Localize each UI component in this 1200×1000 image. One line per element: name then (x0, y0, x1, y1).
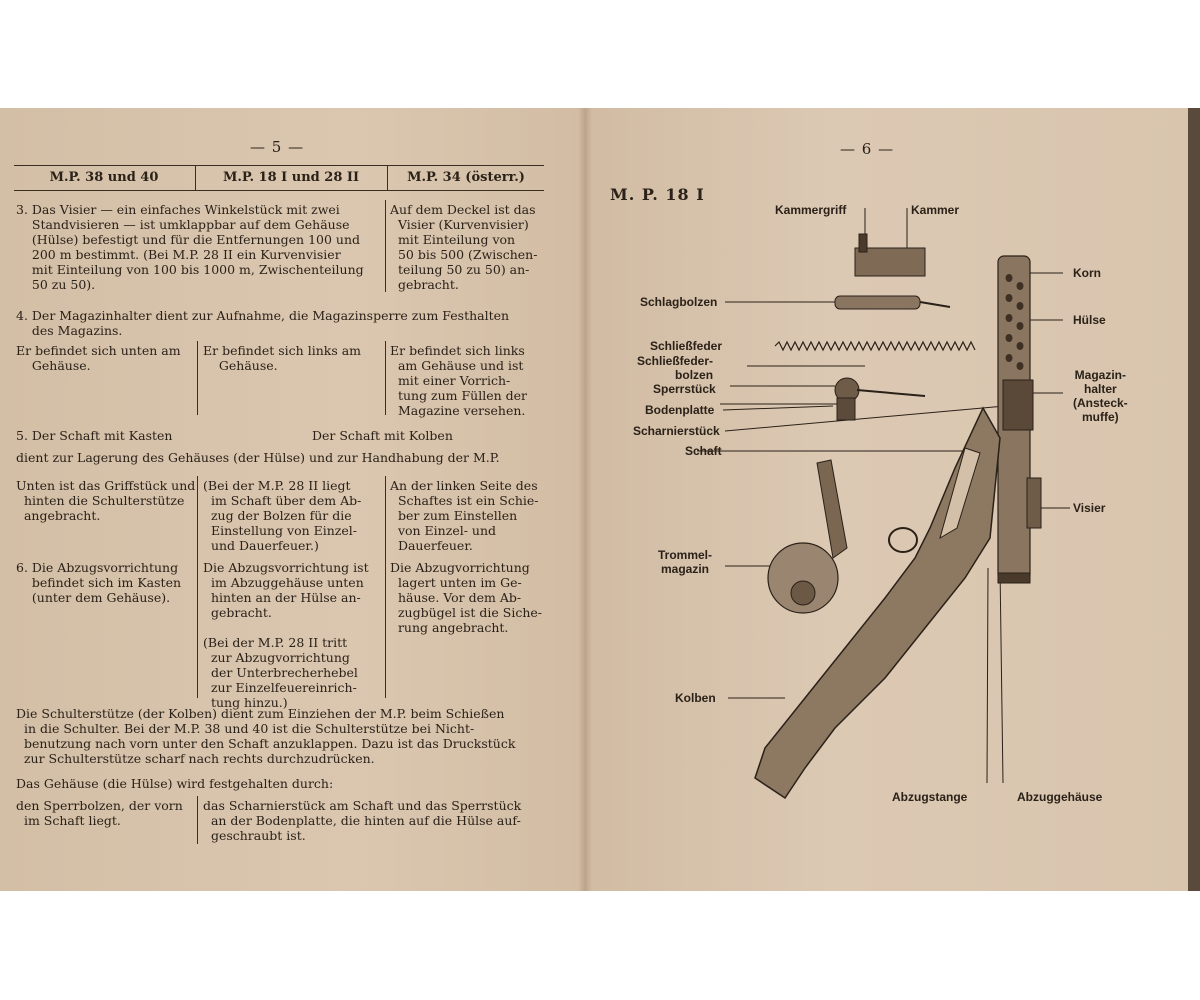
item5-row-col2: (Bei der M.P. 28 II liegt im Schaft über dem Ab- zug der Bolzen für die Einstellung von Einzel- und Dauerfeuer.) (203, 478, 362, 553)
item4-col1: Er befindet sich unten am Gehäuse. (16, 343, 181, 373)
item3-col3: Auf dem Deckel ist das Visier (Kurvenvisier) mit Einteilung von 50 bis 500 (Zwischen- teilung 50 zu 50) an- gebracht. (390, 202, 538, 292)
header-mp38-40: M.P. 38 und 40 (49, 170, 159, 185)
item4-col2: Er befindet sich links am Gehäuse. (203, 343, 362, 373)
drum-magazine-part (768, 460, 847, 613)
item3-col1: 3. Das Visier — ein einfaches Winkelstück mit zwei Standvisieren — ist umklappbar auf dem Gehäuse (Hülse) befestigt und für die Entfernungen 100 und 200 m bestimmt. (Bei M.P. 28 II ein Kurvenvisier mit Einteilung von 100 bis 1000 m, Zwischenteilung 50 zu 50). (16, 202, 364, 292)
shoulder-stock-text: Die Schulterstütze (der Kolben) dient zum Einziehen der M.P. beim Schießen in die Schulter. Bei der M.P. 38 und 40 ist die Schulterstütze bei Nicht- benutzung nach vorn unter den Schaft anzuklappen. Dazu ist das Druckstück zur Schulterstütze scharf nach rechts durchzudrücken. (16, 706, 516, 766)
item5-row-col3: An der linken Seite des Schaftes ist ein Schie- ber zum Einstellen von Einzel- und Dauerfeuer. (390, 478, 539, 553)
label-schliessfederbolzen: Schließfeder- bolzen (637, 354, 714, 382)
item5-col1: 5. Der Schaft mit Kasten (16, 428, 173, 443)
item6-col2: Die Abzugsvorrichtung ist im Abzuggehäuse unten hinten an der Hülse an- gebracht. (Bei der M.P. 28 II tritt zur Abzugvorrichtung der Unterbrecherhebel zur Einzelfeuereinrich- tung hinzu.) (203, 560, 369, 710)
label-trommelmagazin: Trommel- magazin (658, 548, 713, 576)
label-scharnierstueck: Scharnierstück (633, 424, 720, 438)
column-divider (197, 341, 198, 415)
label-magazinhalter: Magazin- halter (Ansteck- muffe) (1073, 368, 1128, 424)
label-abzuggehaeuse: Abzuggehäuse (1017, 790, 1103, 804)
column-divider (197, 796, 198, 844)
label-bodenplatte: Bodenplatte (645, 403, 715, 417)
page-number-right: — 6 — (840, 140, 895, 158)
item5-row-col1: Unten ist das Griffstück und hinten die Schulterstütze angebracht. (16, 478, 196, 523)
label-visier: Visier (1073, 501, 1106, 515)
column-divider (197, 476, 198, 698)
label-korn: Korn (1073, 266, 1101, 280)
label-kolben: Kolben (675, 691, 716, 705)
book-spread (0, 108, 1200, 891)
book-edge (1188, 108, 1200, 891)
item5-col23: Der Schaft mit Kolben (312, 428, 453, 443)
mp18-exploded-diagram (585, 108, 1200, 891)
book-gutter (578, 108, 592, 891)
label-schliessfeder: Schließfeder (650, 339, 723, 353)
column-divider (385, 476, 386, 698)
recoil-spring-part (775, 342, 975, 350)
label-schlagbolzen: Schlagbolzen (640, 295, 718, 309)
item4-col3: Er befindet sich links am Gehäuse und ist mit einer Vorrich- tung zum Füllen der Magazine versehen. (390, 343, 528, 418)
firing-pin-part (835, 296, 950, 309)
column-divider (385, 341, 386, 415)
label-kammergriff: Kammergriff (775, 203, 847, 217)
column-divider (385, 200, 386, 292)
label-schaft: Schaft (685, 444, 722, 458)
label-sperrstueck: Sperrstück (653, 382, 716, 396)
item5-text: dient zur Lagerung des Gehäuses (der Hülse) und zur Handhabung der M.P. (16, 450, 500, 465)
housing-text: Das Gehäuse (die Hülse) wird festgehalten durch: (16, 776, 334, 791)
header-mp18-28: M.P. 18 I und 28 II (222, 170, 360, 185)
label-abzugstange: Abzugstange (892, 790, 968, 804)
page-number-left: — 5 — (250, 138, 305, 156)
comparison-table-header (14, 165, 544, 191)
left-page (0, 108, 585, 891)
header-divider (195, 166, 196, 190)
housing-col23: das Scharnierstück am Schaft und das Sperrstück an der Bodenplatte, die hinten auf die Hülse auf- geschraubt ist. (203, 798, 522, 843)
label-huelse: Hülse (1073, 313, 1106, 327)
header-mp34: M.P. 34 (österr.) (407, 170, 525, 185)
item4-text: 4. Der Magazinhalter dient zur Aufnahme, die Magazinsperre zum Festhalten des Magazins. (16, 308, 510, 338)
housing-col1: den Sperrbolzen, der vorn im Schaft liegt. (16, 798, 183, 828)
locking-piece-part (835, 378, 925, 420)
label-kammer: Kammer (911, 203, 960, 217)
right-page (585, 108, 1200, 891)
header-divider (387, 166, 388, 190)
bolt-part (855, 234, 925, 276)
item6-col1: 6. Die Abzugsvorrichtung befindet sich im Kasten (unter dem Gehäuse). (16, 560, 182, 605)
item6-col3: Die Abzugvorrichtung lagert unten im Ge- häuse. Vor dem Ab- zugbügel ist die Siche- rung angebracht. (390, 560, 543, 635)
diagram-title: M. P. 18 I (610, 185, 705, 204)
barrel-jacket-part (998, 256, 1041, 583)
